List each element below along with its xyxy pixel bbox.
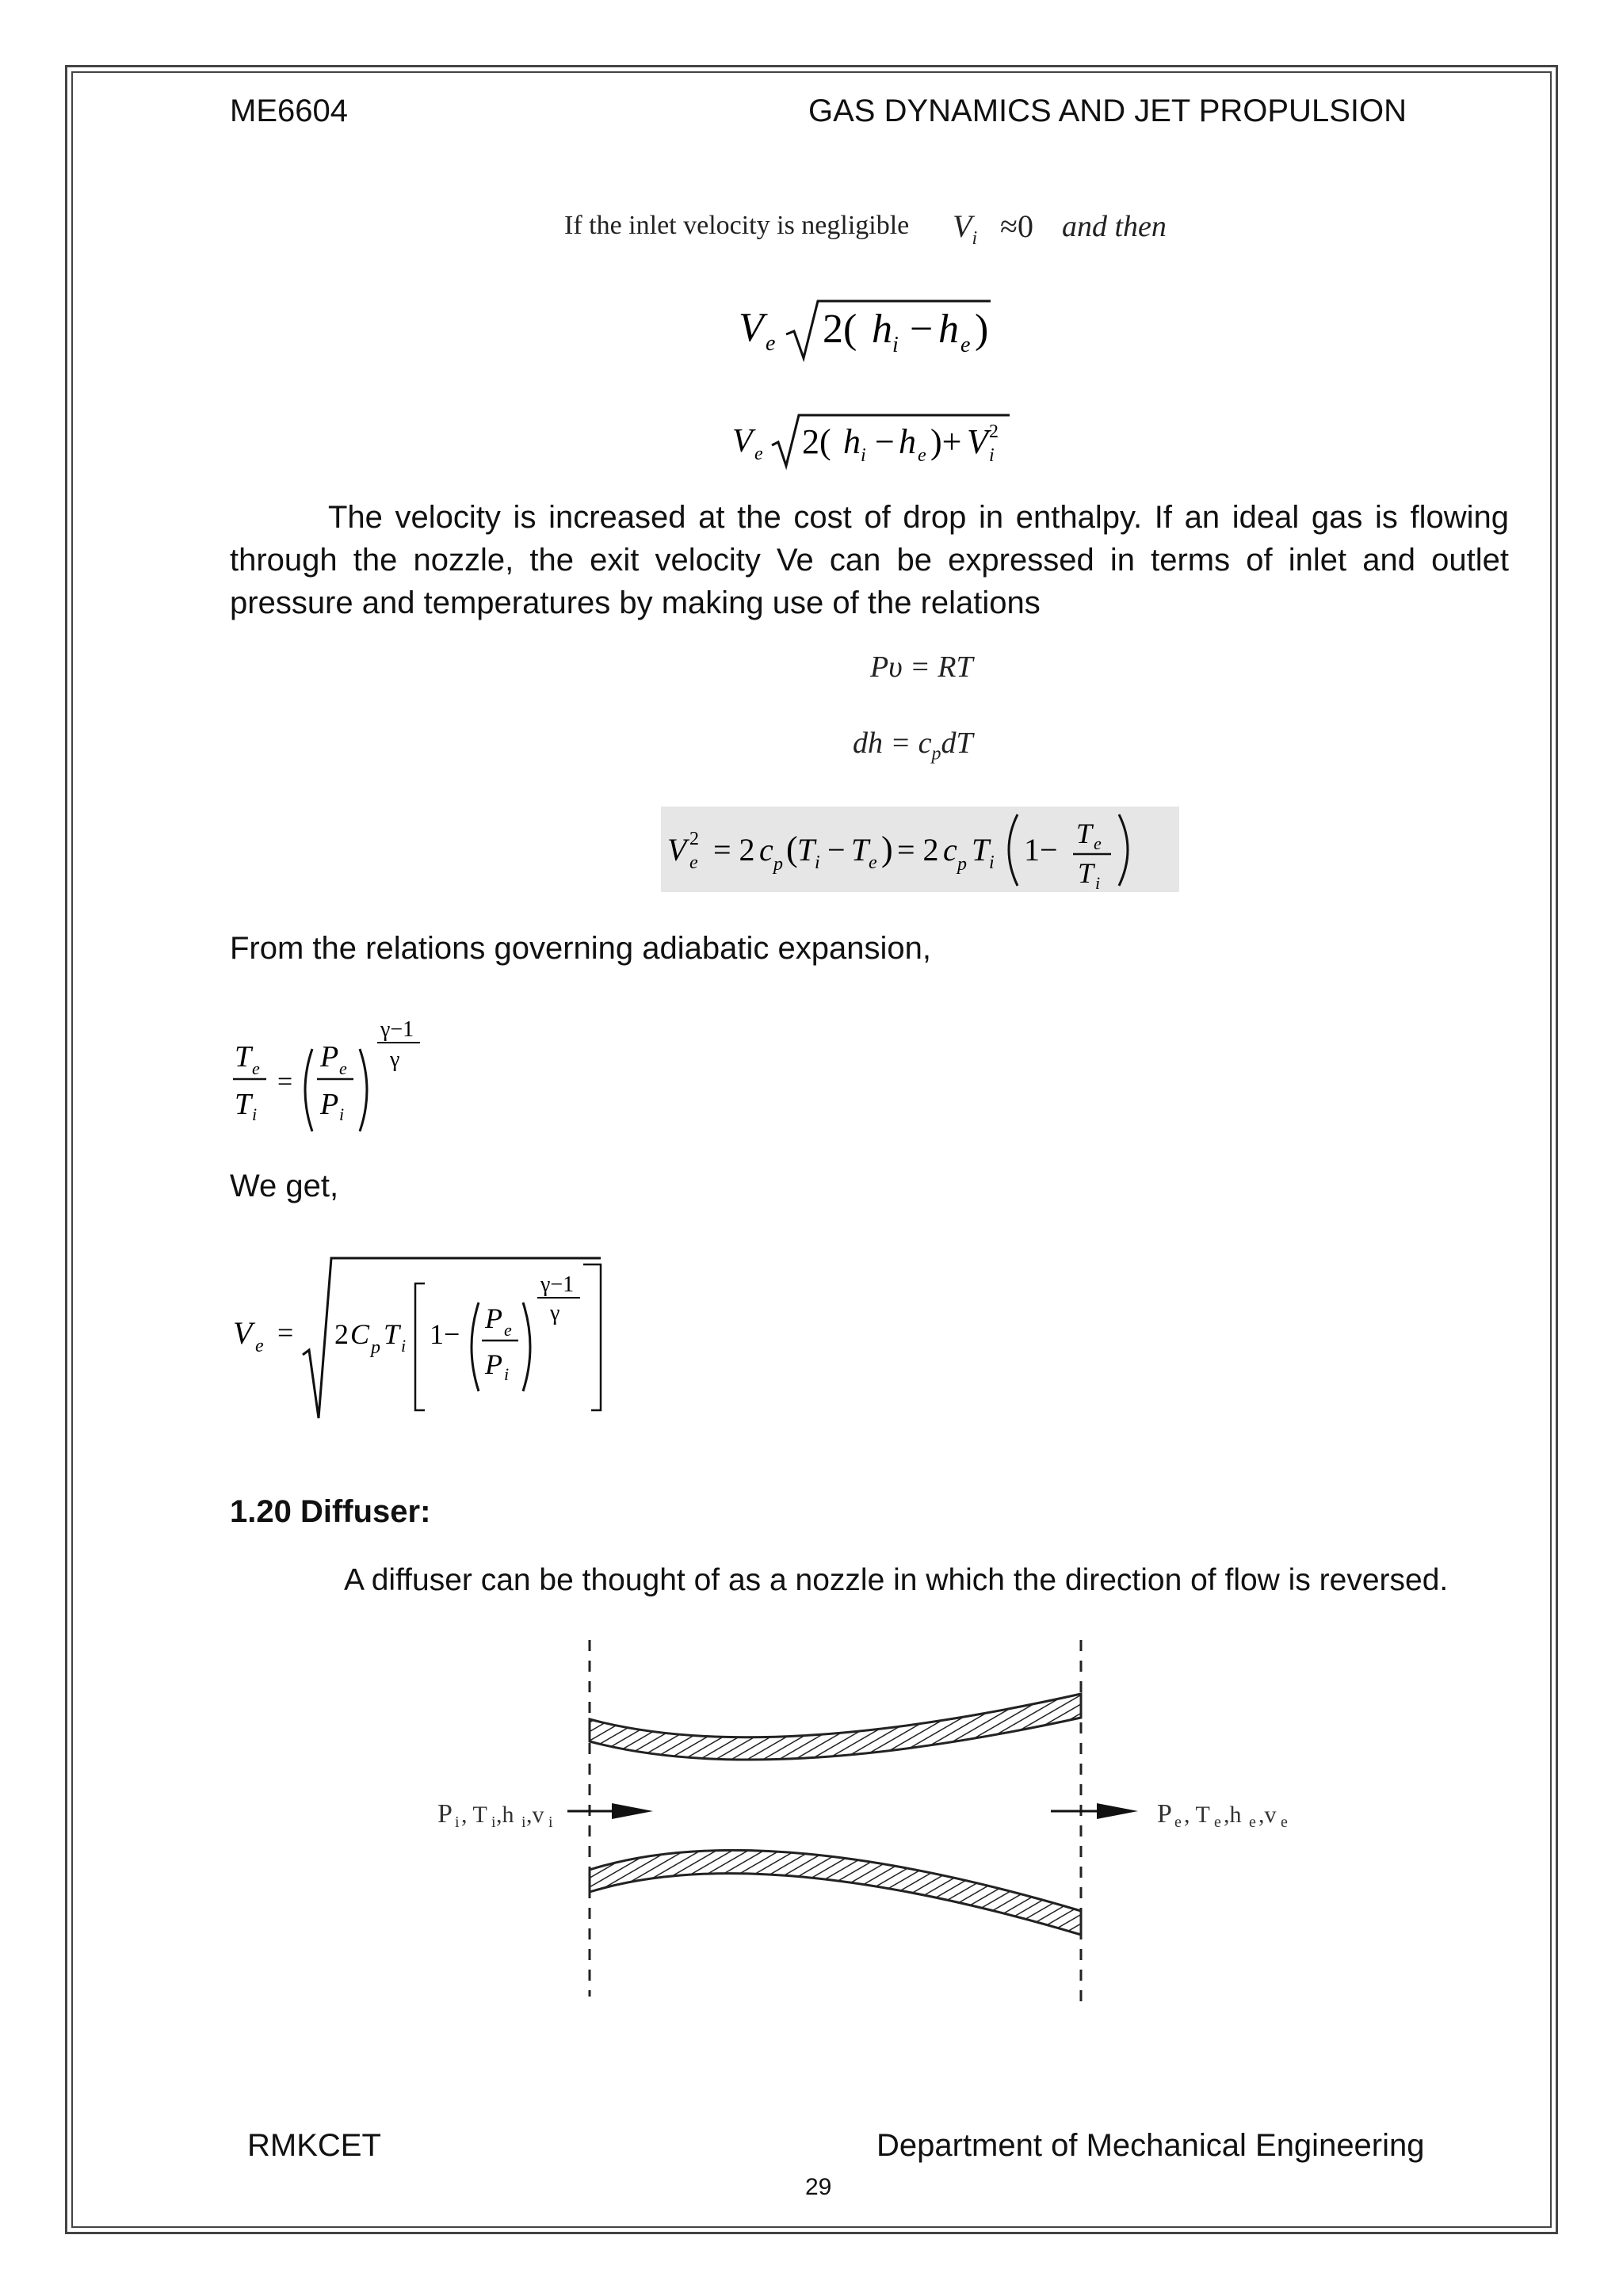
svg-text:γ: γ — [390, 1047, 400, 1072]
svg-text:2(: 2( — [802, 422, 831, 461]
svg-text:p: p — [371, 1337, 380, 1358]
svg-text:,h: ,h — [1224, 1802, 1242, 1828]
inlet-negligible-text: If the inlet velocity is negligible — [564, 211, 910, 240]
svg-text:e: e — [255, 1336, 264, 1356]
svg-text:e: e — [766, 331, 776, 356]
svg-text:P: P — [1157, 1799, 1172, 1829]
svg-text:(: ( — [786, 830, 798, 868]
svg-text:i: i — [989, 445, 995, 466]
svg-text:P: P — [320, 1088, 339, 1121]
svg-text:)+: )+ — [930, 422, 962, 461]
svg-text:i: i — [455, 1814, 460, 1831]
svg-text:P: P — [485, 1302, 502, 1334]
outlet-state-label — [1157, 1799, 1288, 1831]
diffuser-description: A diffuser can be thought of as a nozzle in which the direction of flow is reversed. — [344, 1563, 1449, 1597]
exit-velocity-equation-1 — [737, 293, 999, 364]
svg-text:V: V — [732, 423, 753, 460]
svg-text:C: C — [350, 1318, 370, 1350]
svg-text:= 2: = 2 — [713, 832, 755, 868]
svg-text:γ−1: γ−1 — [540, 1272, 575, 1297]
svg-text:P: P — [320, 1040, 339, 1074]
svg-text:h: h — [899, 422, 916, 461]
svg-text:2: 2 — [989, 421, 999, 442]
svg-text:, T: , T — [1184, 1802, 1210, 1828]
inlet-velocity-symbol: $V_i$ — [953, 208, 978, 249]
svg-text:e: e — [754, 444, 763, 464]
footer-department: Department of Mechanical Engineering — [876, 2128, 1425, 2163]
svg-text:i: i — [252, 1104, 258, 1124]
course-title: GAS DYNAMICS AND JET PROPULSION — [808, 93, 1407, 128]
svg-text:e: e — [1214, 1814, 1221, 1831]
svg-text:P: P — [485, 1348, 502, 1380]
svg-text:e: e — [918, 445, 926, 466]
svg-text:1−: 1− — [1024, 832, 1058, 868]
svg-text:T: T — [235, 1088, 252, 1121]
svg-text:c: c — [759, 832, 773, 868]
svg-text:P: P — [437, 1799, 453, 1829]
svg-text:c: c — [943, 832, 957, 868]
svg-text:V: V — [233, 1315, 253, 1351]
paragraph-we-get: We get, — [230, 1169, 339, 1203]
svg-text:p: p — [957, 854, 967, 875]
svg-text:T: T — [1076, 818, 1093, 849]
svg-text:2(: 2( — [823, 307, 857, 352]
svg-text:−: − — [827, 832, 846, 868]
svg-text:h: h — [938, 307, 959, 352]
svg-text:h: h — [843, 422, 861, 461]
svg-text:e: e — [252, 1058, 260, 1078]
svg-text:e: e — [1281, 1814, 1288, 1831]
diffuser-diagram — [428, 1632, 1323, 2012]
svg-text:i: i — [861, 445, 866, 466]
svg-text:T: T — [972, 832, 990, 868]
svg-text:2: 2 — [689, 829, 699, 849]
svg-text:h: h — [872, 307, 892, 352]
enthalpy-equation: dh = $c_pdT$ — [853, 727, 973, 765]
svg-text:,v: ,v — [526, 1802, 544, 1828]
svg-text:1−: 1− — [430, 1318, 460, 1350]
svg-text:V: V — [967, 422, 988, 461]
svg-text:e: e — [689, 852, 698, 873]
svg-text:): ) — [881, 830, 893, 868]
svg-text:i: i — [548, 1814, 553, 1831]
and-then-text: and then — [1062, 210, 1167, 243]
exit-velocity-final-equation — [230, 1252, 618, 1426]
svg-text:γ−1: γ−1 — [380, 1017, 414, 1042]
svg-text:−: − — [875, 422, 895, 461]
footer-institution: RMKCET — [247, 2128, 381, 2163]
svg-text:V: V — [739, 305, 764, 350]
svg-text:T: T — [851, 832, 869, 868]
enthalpy-lhs: dh = c — [853, 727, 932, 760]
svg-text:i: i — [989, 852, 995, 873]
svg-text:i: i — [892, 333, 899, 357]
svg-text:i: i — [339, 1104, 345, 1124]
diffuser-upper-wall — [590, 1694, 1081, 1760]
svg-text:i: i — [401, 1336, 407, 1356]
ideal-gas-equation: Pυ = RT — [870, 650, 973, 684]
enthalpy-rhs: dT — [941, 727, 973, 760]
exit-velocity-squared-equation — [661, 807, 1179, 892]
svg-text:i: i — [1095, 873, 1101, 892]
svg-text:e: e — [869, 852, 877, 873]
approx-zero: ≈0 — [1000, 208, 1033, 244]
inlet-state-label — [437, 1799, 553, 1831]
paragraph-adiabatic: From the relations governing adiabatic expansion, — [230, 931, 931, 966]
exit-velocity-equation-2 — [731, 409, 1016, 472]
page-number: 29 — [805, 2174, 832, 2200]
svg-text:i: i — [491, 1814, 496, 1831]
svg-text:−: − — [910, 307, 934, 352]
svg-text:e: e — [504, 1320, 512, 1340]
svg-text:T: T — [797, 832, 815, 868]
section-heading-diffuser: 1.20 Diffuser: — [230, 1494, 431, 1529]
svg-text:): ) — [975, 307, 989, 352]
svg-text:i: i — [521, 1814, 526, 1831]
svg-text:2: 2 — [334, 1318, 349, 1350]
svg-text:,h: ,h — [496, 1802, 514, 1828]
svg-text:i: i — [504, 1364, 510, 1384]
svg-text:e: e — [1249, 1814, 1256, 1831]
svg-text:e: e — [960, 333, 971, 357]
svg-text:T: T — [1078, 857, 1094, 889]
svg-text:T: T — [384, 1318, 400, 1350]
svg-text:T: T — [235, 1040, 252, 1074]
outlet-arrow-icon — [1097, 1803, 1138, 1819]
course-code: ME6604 — [230, 93, 348, 128]
exit-velocity-squared-box — [661, 807, 1179, 892]
diffuser-lower-wall — [590, 1850, 1081, 1935]
svg-text:p: p — [773, 854, 783, 875]
svg-text:e: e — [1174, 1814, 1182, 1831]
svg-text:e: e — [339, 1058, 347, 1078]
svg-text:e: e — [1094, 833, 1102, 853]
svg-text:=: = — [277, 1317, 294, 1348]
svg-text:V: V — [667, 832, 687, 868]
svg-text:, T: , T — [461, 1802, 487, 1828]
svg-text:= 2: = 2 — [897, 832, 939, 868]
svg-text:γ: γ — [550, 1301, 560, 1325]
paragraph-velocity-enthalpy: The velocity is increased at the cost of drop in enthalpy. If an ideal gas is flowing through the nozzle, the exit velocity Ve can be expressed in terms of inlet and outlet pressure and temperatures by making use of the relations — [230, 500, 1509, 620]
svg-text:=: = — [277, 1067, 293, 1097]
inlet-arrow-icon — [612, 1803, 653, 1819]
svg-text:i: i — [815, 852, 820, 873]
adiabatic-relation-equation — [230, 1014, 436, 1133]
svg-text:,v: ,v — [1258, 1802, 1277, 1828]
